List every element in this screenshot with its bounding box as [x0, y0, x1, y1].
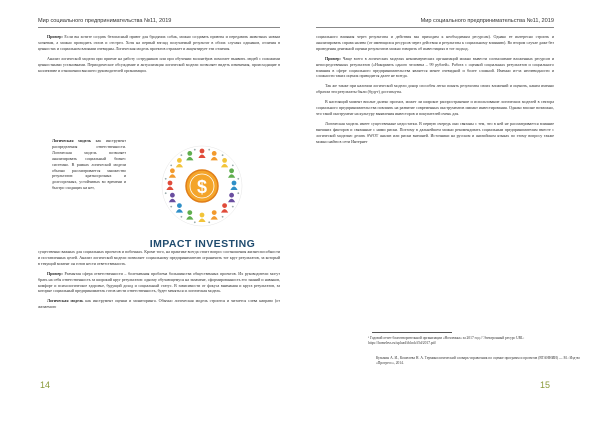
left-body-top	[38, 34, 280, 77]
bibliography-entry: Кузьмин А. И., Кошелева Н. А. Терминологический словарь-справочник по оценке программ и проектов (ВТАННИИ) — М.: Изд-во «Прогресс», 2014.	[376, 356, 580, 366]
paragraph-example-2: Размытая сфера ответственности – болезненная проблема большинства общественных проектов. Их руководители могут брать на себя ответственность за широкий круг результатов: одному обучающемуся на экзамене, сформированность его знаний и навыков, комфорт и психологическое здоровье, будущий доход и социальный статус. В зависимости от фокуса внимания и круга результатов, за которые социальный предприниматель готов нести ответственность, будет меняться и логическая модель.	[38, 270, 280, 294]
left-header	[38, 14, 280, 28]
person-icon	[211, 210, 218, 219]
person-icon	[211, 151, 218, 160]
connector-dot	[237, 192, 239, 194]
connector-dot	[208, 149, 210, 151]
paragraph-donor: Так же также при наличии логической модели донор способен легко понять результаты своих вложений и оценить, каким именно образом эти результаты были (будут) достигнуты.	[316, 83, 554, 95]
person-icon	[221, 158, 228, 167]
right-body	[316, 34, 554, 149]
connector-dot	[165, 192, 167, 194]
paragraph-monitoring: как инструмент оценки и мониторинга. Обычно логическая модель строится и читается слева направо (от желаемого	[38, 298, 281, 310]
side-lead: Логическая модель	[52, 138, 91, 143]
connector-dot	[181, 154, 183, 156]
example-lead-2: Пример:	[47, 270, 63, 276]
person-icon	[169, 168, 176, 177]
connector-dot	[232, 165, 234, 167]
person-icon	[198, 149, 205, 158]
person-icon	[198, 213, 205, 222]
paragraph-drawbacks: Логическая модель имеет существенные недостатки. В первую очередь они связаны с тем, что в ней не рассматривается влияние внешних факторов и связанные с ними риски. Поэтому в дальнейшем можно рекомендовать социальным предпринимателям вместе с логической моделью делать SWOT анализ или риски внешней. Источники на русском и английском языках по этому вопросу также можно найти в сети Интернет	[316, 120, 554, 144]
footnote: ¹ Годовой отчет благотворительной организации «Ночлежка» за 2017 год // Электронный ресурс URL: https://homeless.ru/upload/iblock/f5d/2017.pdf	[368, 336, 525, 345]
person-icon	[186, 210, 193, 219]
person-icon	[169, 193, 176, 202]
connector-dot	[237, 178, 239, 180]
dollar-sign-icon: $	[196, 177, 208, 197]
connector-dot	[208, 221, 210, 223]
person-icon	[166, 181, 173, 190]
paragraph-forecast: В настоящий момент вполне далеко прогноз, может ли широкое распространение и использование логических моделей в сектора социального предпринимательства повлиять на развитие современных инструментов импакт инвестирования. Однако вполне возможно, что такой инструмент на культуру выявления инвесторов и покупателей очень для.	[316, 99, 554, 116]
connector-dot	[170, 165, 172, 167]
page-number-left: 14	[40, 380, 51, 390]
impact-investing-image	[130, 138, 275, 258]
example-lead-1: Пример:	[47, 34, 63, 39]
person-icon	[230, 181, 237, 190]
logic-model-lead: Логическая модель	[47, 298, 84, 304]
left-body-bottom	[38, 249, 280, 314]
connector-dot	[194, 149, 196, 151]
connector-dot	[222, 154, 224, 156]
person-icon	[221, 203, 228, 212]
footnote-divider	[372, 332, 452, 333]
person-icon	[176, 158, 183, 167]
paragraph-responsibility: существенно важных для социальных проектов и побочных. Кроме того, на практике всегда стоит вопрос соотношения жизнеспособности и поставленных целей. Анализ логической модели позволяет социальному предпринимателю ограничить тот круг результатов, за который в текущий момент он готов нести ответственность.	[38, 249, 280, 266]
person-icon	[176, 203, 183, 212]
paragraph-analysis: Анализ логической модели при приеме на работу сотрудников или при обучении волонтёров помогает выявить людей с похожими ценностными установками. Периодическое обсуждение и актуализация логической модели позволяет видеть изменения, происходящие в коллективе и отношении высшего руководителей организации.	[38, 55, 280, 73]
page-number-right: 15	[540, 380, 551, 390]
right-header	[316, 14, 554, 28]
connector-dot	[194, 221, 196, 223]
connector-dot	[181, 216, 183, 218]
impact-investing-graphic	[130, 138, 275, 238]
example-lead-3: Пример:	[325, 55, 341, 61]
paragraph-example-1: Если вы хотите создать безопасный приют для бродячих собак, можно создавать приюты и передавать животных новым хозяевам, а можно проводить отлов и отстрел. Хотя на первый взгляд получаемый результат в обоих случаях одинаков, отличия в ценностях и социальном влиянии очевидны. Логическая модель проектов отражает и акцентирует эти отличия.	[38, 34, 280, 51]
person-icon	[228, 193, 235, 202]
paragraph-example-3: Чаще всего в логических моделях некоммерческих организаций можно вывести соотношение вложенных ресурсов и непосредственных результатов («Накормить одного человека – 99 рублей». Работа с оценкой социальных результатов и социального влияния в сфере социального предпринимательства является менее очевидной и более сложной. Именно из-за неочевидности и сложности таких оценок приводится далее не всегда.	[316, 55, 554, 79]
left-header-title: Мир социального предпринимательства №11, 2019	[38, 18, 172, 24]
person-icon	[186, 151, 193, 160]
right-header-title: Мир социального предпринимательства №11, 2019	[420, 18, 554, 24]
side-column	[52, 138, 126, 191]
connector-dot	[170, 206, 172, 208]
connector-dot	[165, 178, 167, 180]
side-text: как инструмент распределения ответственности. Логическая модель позволяет анализировать социальный бизнес системно. В рамках логической модели обычно рассматривается множество результатов: краткосрочных и долгосрочных, устойчивых во времени и быстро сходящих на нет,	[52, 138, 126, 191]
paragraph-continuation: социального влияния через результаты и действия мы приходим к необходимым ресурсам). Однако ее интересно строить и анализировать справа налево (от имеющихся ресурсов через действия и результаты к социальному влиянию). Во втором случае даже без проведения денежной оценки результатов можно говорить об инвестициях в тот подход.	[316, 34, 554, 51]
connector-dot	[232, 206, 234, 208]
impact-investing-caption: IMPACT INVESTING	[149, 238, 256, 250]
person-icon	[228, 168, 235, 177]
connector-dot	[222, 216, 224, 218]
